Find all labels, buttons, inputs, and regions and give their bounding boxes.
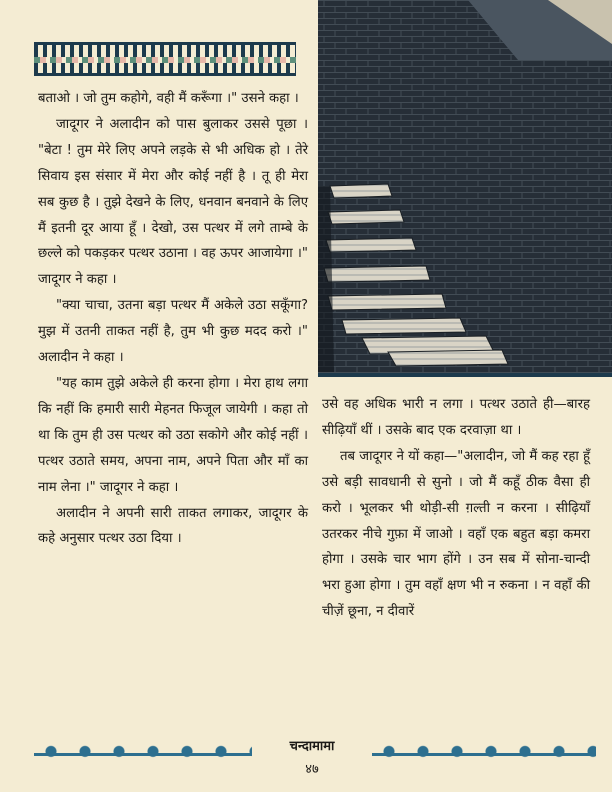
footer-ornament-left bbox=[34, 736, 252, 758]
left-paragraph-4: "यह काम तुझे अकेले ही करना होगा । मेरा हाथ लगा कि नहीं कि हमारी सारी मेहनत फिजूल जायेगी । कहा तो था कि तुम ही उस पत्थर को उठा सकोगे और कोई नहीं । पत्थर उठाते समय, अपना नाम, अपने पिता और माँ का नाम लेना ।" जादूगर ने कहा । bbox=[38, 375, 308, 495]
left-paragraph-1: बताओ । जो तुम कहोगे, वही मैं करूँगा ।" उसने कहा । bbox=[38, 91, 299, 106]
right-paragraph-2: तब जादूगर ने यों कहा—"अलादीन, जो मैं कह रहा हूँ उसे बड़ी सावधानी से सुनो । जो मैं कहूँ ठीक वैसा ही करो । भूलकर भी थोड़ी-सी ग़ल्ती न करना । सीढ़ियाँ उतरकर नीचे गुफ़ा में जाओ । वहाँ एक बहुत बड़ा कमरा होगा । उसके चार भाग होंगे । उन सब में सोना-चान्दी भरा हुआ होगा । तुम वहाँ क्षण भी न रुकना । न वहाँ की चीज़ें छूना, न दीवारें bbox=[322, 448, 590, 620]
right-paragraph-1: उसे वह अधिक भारी न लगा । पत्थर उठाते ही—बारह सीढ़ियाँ थीं । उसके बाद एक दरवाज़ा था । bbox=[322, 397, 590, 438]
left-paragraph-2: जादूगर ने अलादीन को पास बुलाकर उससे पूछा । "बेटा ! तुम मेरे लिए अपने लड़के से भी अधिक हो । तेरे सिवाय इस संसार में मेरा और कोई नहीं है । तू ही मेरा सब कुछ है । तुझे देखने के लिए, धनवान बनवाने के लिए मैं इतनी दूर आया हूँ । देखो, उस पत्थर में लगे ताम्बे के छल्ले को पकड़कर पत्थर उठाना । वह ऊपर आजायेगा ।" जादूगर ने कहा । bbox=[38, 116, 308, 288]
illustration-stone-stairs bbox=[318, 0, 612, 377]
decorative-header-band bbox=[34, 42, 296, 76]
left-paragraph-3: "क्या चाचा, उतना बड़ा पत्थर मैं अकेले उठा सकूँगा? मुझ में उतनी ताकत नहीं है, तुम भी कुछ मदद करो ।" अलादीन ने कहा । bbox=[38, 298, 308, 366]
page-number: ४७ bbox=[305, 762, 319, 777]
footer-ornament-right bbox=[372, 736, 596, 758]
left-paragraph-5: अलादीन ने अपनी सारी ताकत लगाकर, जादूगर के कहे अनुसार पत्थर उठा दिया । bbox=[38, 505, 308, 547]
right-text-column bbox=[322, 392, 590, 625]
left-text-column bbox=[38, 86, 308, 552]
stairs-drawing bbox=[318, 0, 612, 373]
magazine-name: चन्दामामा bbox=[289, 739, 335, 754]
